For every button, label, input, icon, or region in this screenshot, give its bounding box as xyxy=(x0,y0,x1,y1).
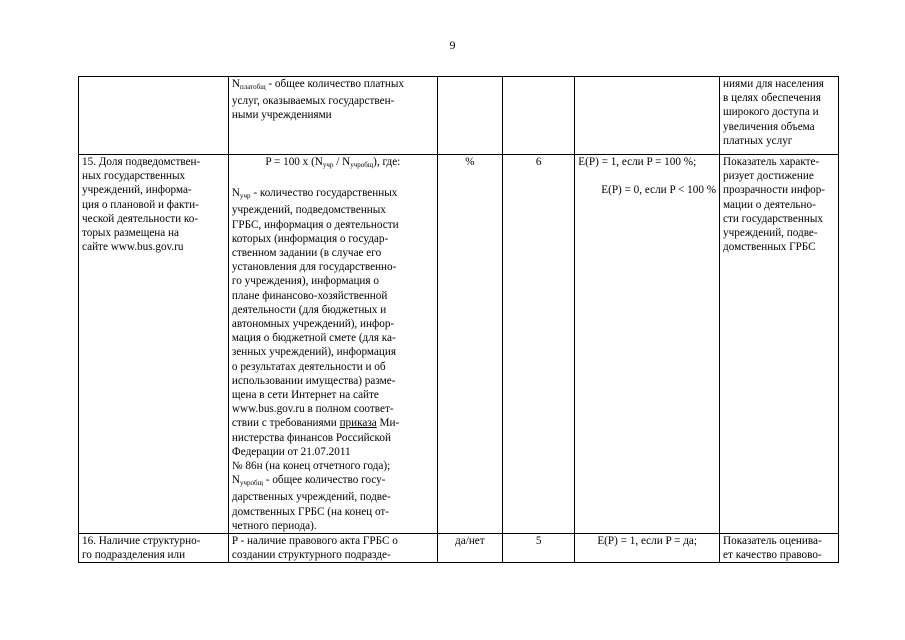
indicator-name: 15. Доля подведомствен- ных государственных учреждений, информа- ция о плановой и факти- ческой деятельности ко- торых размещена на сайте www.bus.gov.ru xyxy=(82,156,201,254)
cell-evaluation xyxy=(575,77,720,155)
definition-n-uchrobshch: $N_{учробщ}$ - общее количество госу- дарственных учреждений, подве- домственных ГРБС (на конец от- четного периода). xyxy=(231,474,391,532)
indicators-table xyxy=(78,76,839,563)
paid-services-definition: $N_{платобщ}$ - общее количество платных услуг, оказываемых государствен- ными учреждениями xyxy=(231,78,404,122)
cell-formula xyxy=(228,77,437,155)
order-link[interactable]: приказа xyxy=(339,417,377,430)
evaluation-rule-1: E(P) = 1, если P = да; xyxy=(597,535,697,548)
comment-text: ниями для населения в целях обеспечения широкого доступа и увеличения объема платных услуг xyxy=(723,78,824,147)
page-number: 9 xyxy=(449,38,456,52)
weight-value: 5 xyxy=(535,535,542,548)
unit-value: % xyxy=(465,156,475,168)
cell-formula xyxy=(228,534,437,563)
cell-weight xyxy=(502,534,574,563)
cell-formula xyxy=(228,155,437,534)
table-row-continuation xyxy=(79,77,839,155)
cell-evaluation xyxy=(575,155,720,534)
cell-indicator-name xyxy=(79,77,229,155)
table-row-16 xyxy=(79,534,839,563)
cell-weight xyxy=(502,77,574,155)
weight-value: 6 xyxy=(535,156,542,168)
cell-indicator-name xyxy=(79,155,229,534)
indicator-name: 16. Наличие структурно- го подразделения или xyxy=(82,535,201,562)
unit-value: да/нет xyxy=(455,535,485,548)
comment-text: Показатель оценива- ет качество правово- xyxy=(723,535,822,562)
cell-comment xyxy=(720,155,839,534)
cell-evaluation xyxy=(575,534,720,563)
cell-indicator-name xyxy=(79,534,229,563)
formula: P = 100 х $(N_{учр} / N_{учробщ})$, где: xyxy=(265,156,401,169)
definition-n-uchr: $N_{учр}$ - количество государственных учреждений, подведомственных ГРБС, информация о деятельности которых (информация о государ- ственном задании (в случае его установления для государственно- го учреждения), информация о плане финансово-хозяйственной деятельности (для бюджетных и автономных учреждений), инфор- мация о бюджетной смете (для ка- зенных учреждений), информация о результатах деятельности и об использовании имущества) разме- щена в сети Интернет на сайте www.bus.gov.ru в полном соответ- ствии с требованиями приказа Ми- нистерства финансов Российской Федерации от 21.07.2011 № 86н (на конец отчетного года); xyxy=(231,187,400,473)
table-row-15 xyxy=(79,155,839,534)
cell-unit xyxy=(437,155,502,534)
definition-text: P - наличие правового акта ГРБС о создании структурного подразде- xyxy=(231,535,398,562)
cell-unit xyxy=(437,534,502,563)
evaluation-rule-1: E(P) = 1, если P = 100 %; xyxy=(578,156,697,168)
cell-comment xyxy=(720,534,839,563)
cell-comment xyxy=(720,77,839,155)
cell-weight xyxy=(502,155,574,534)
comment-text: Показатель характе- ризует достижение прозрачности инфор- мации о деятельно- сти государственных учреждений, подве- домственных ГРБС xyxy=(723,156,826,254)
cell-unit xyxy=(437,77,502,155)
evaluation-rule-2: E(P) = 0, если P < 100 % xyxy=(601,184,717,197)
